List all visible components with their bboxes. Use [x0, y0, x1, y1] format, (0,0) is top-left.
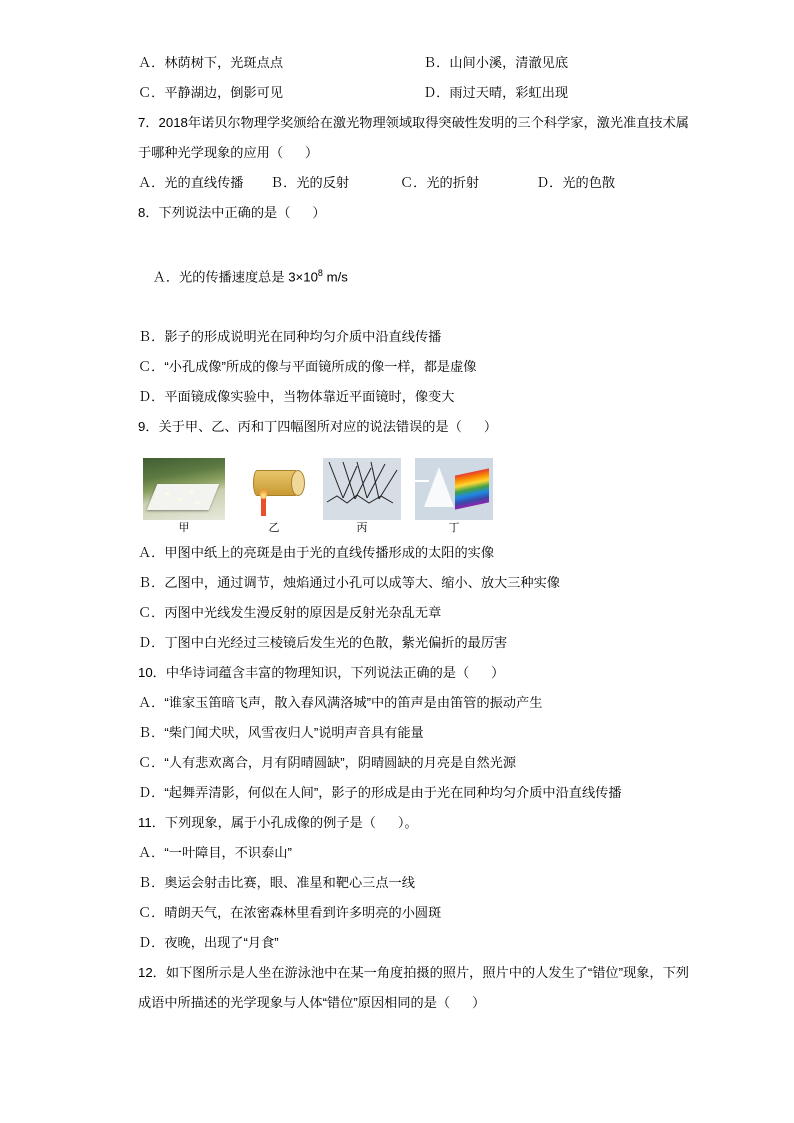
question-11-option-c: Ｃ．晴朗天气，在浓密森林里看到许多明亮的小圆斑 [138, 905, 442, 921]
diffuse-reflection-rays [323, 458, 401, 520]
figure-yi-image [239, 458, 309, 520]
question-8-stem: 8．下列说法中正确的是（ ） [138, 205, 326, 220]
paper-shape [147, 484, 220, 510]
question-11-option-d: Ｄ．夜晚，出现了“月食” [138, 935, 279, 951]
question-8-option-c: Ｃ．“小孔成像”所成的像与平面镜所成的像一样，都是虚像 [138, 359, 477, 375]
question-10-option-c: Ｃ．“人有悲欢离合，月有阴晴圆缺”，阴晴圆缺的月亮是自然光源 [138, 755, 517, 771]
cylinder-cap-shape [291, 470, 305, 496]
question-8-option-b: Ｂ．影子的形成说明光在同种均匀介质中沿直线传播 [138, 329, 442, 345]
question-8-option-d: Ｄ．平面镜成像实验中，当物体靠近平面镜时，像变大 [138, 389, 455, 405]
question-11-option-b: Ｂ．奥运会射击比赛，眼、准星和靶心三点一线 [138, 875, 415, 891]
figure-jia [143, 458, 225, 536]
figure-ding-image [415, 458, 493, 520]
question-11-stem: 11．下列现象，属于小孔成像的例子是（ ）。 [138, 815, 418, 831]
question-7-options [138, 168, 699, 198]
option-a: Ａ．光的直线传播 [138, 175, 244, 190]
figure-ding [415, 458, 493, 536]
option-a-base: 3×10 [288, 269, 318, 285]
option-a: Ａ．林荫树下，光斑点点 [138, 55, 284, 70]
option-d: Ｄ．雨过天晴，彩虹出现 [423, 85, 569, 100]
option-b: Ｂ．光的反射 [270, 175, 350, 190]
option-a-exponent: 8 [317, 268, 323, 278]
question-9-stem: 9．关于甲、乙、丙和丁四幅图所对应的说法错误的是（ ） [138, 419, 498, 435]
option-a-suffix: m/s [322, 269, 348, 285]
figure-yi [239, 458, 309, 536]
question-7-stem: 7．2018年诺贝尔物理学奖颁给在激光物理领域取得突破性发明的三个科学家，激光准直技术属于哪种光学现象的应用（ ） [138, 115, 689, 160]
question-9-option-a: Ａ．甲图中纸上的亮斑是由于光的直线传播形成的太阳的实像 [138, 545, 495, 561]
option-a-prefix: Ａ．光的传播速度总是 [152, 269, 289, 285]
prism-shape [424, 467, 454, 507]
option-pair-cd [138, 78, 699, 108]
question-10-option-b: Ｂ．“柴门闻犬吠，风雪夜归人”说明声音具有能量 [138, 725, 424, 741]
question-9-option-b: Ｂ．乙图中，通过调节，烛焰通过小孔可以成等大、缩小、放大三种实像 [138, 575, 560, 591]
option-b: Ｂ．山间小溪，清澈见底 [423, 55, 569, 70]
question-11-option-a: Ａ．“一叶障目，不识泰山” [138, 845, 292, 861]
question-10-option-a: Ａ．“谁家玉笛暗飞声，散入春风满洛城”中的笛声是由笛管的振动产生 [138, 695, 543, 711]
candle-shape [261, 496, 266, 516]
spectrum-band [455, 469, 489, 510]
figure-ding-label: 丁 [448, 522, 460, 535]
question-10-stem: 10．中华诗词蕴含丰富的物理知识，下列说法正确的是（ ） [138, 665, 505, 681]
figure-jia-label: 甲 [178, 522, 190, 535]
option-c: Ｃ．平静湖边，倒影可见 [138, 85, 284, 100]
question-8-option-a [138, 228, 699, 322]
question-9-option-c: Ｃ．丙图中光线发生漫反射的原因是反射光杂乱无章 [138, 605, 442, 621]
figure-bing-image [323, 458, 401, 520]
question-9-figures [143, 448, 699, 536]
question-10-option-d: Ｄ．“起舞弄清影，何似在人间”，影子的形成是由于光在同种均匀介质中沿直线传播 [138, 785, 622, 801]
question-9-option-d: Ｄ．丁图中白光经过三棱镜后发生光的色散，紫光偏折的最厉害 [138, 635, 508, 651]
figure-jia-image [143, 458, 225, 520]
figure-yi-label: 乙 [268, 522, 280, 535]
option-c: Ｃ．光的折射 [400, 175, 480, 190]
question-12-stem: 12．如下图所示是人坐在游泳池中在某一角度拍摄的照片，照片中的人发生了“错位”现象，下列成语中所描述的光学现象与人体“错位”原因相同的是（ ） [138, 965, 689, 1011]
option-pair-ab [138, 48, 699, 78]
figure-bing-label: 丙 [356, 522, 368, 535]
figure-bing [323, 458, 401, 536]
option-d: Ｄ．光的色散 [536, 175, 616, 190]
